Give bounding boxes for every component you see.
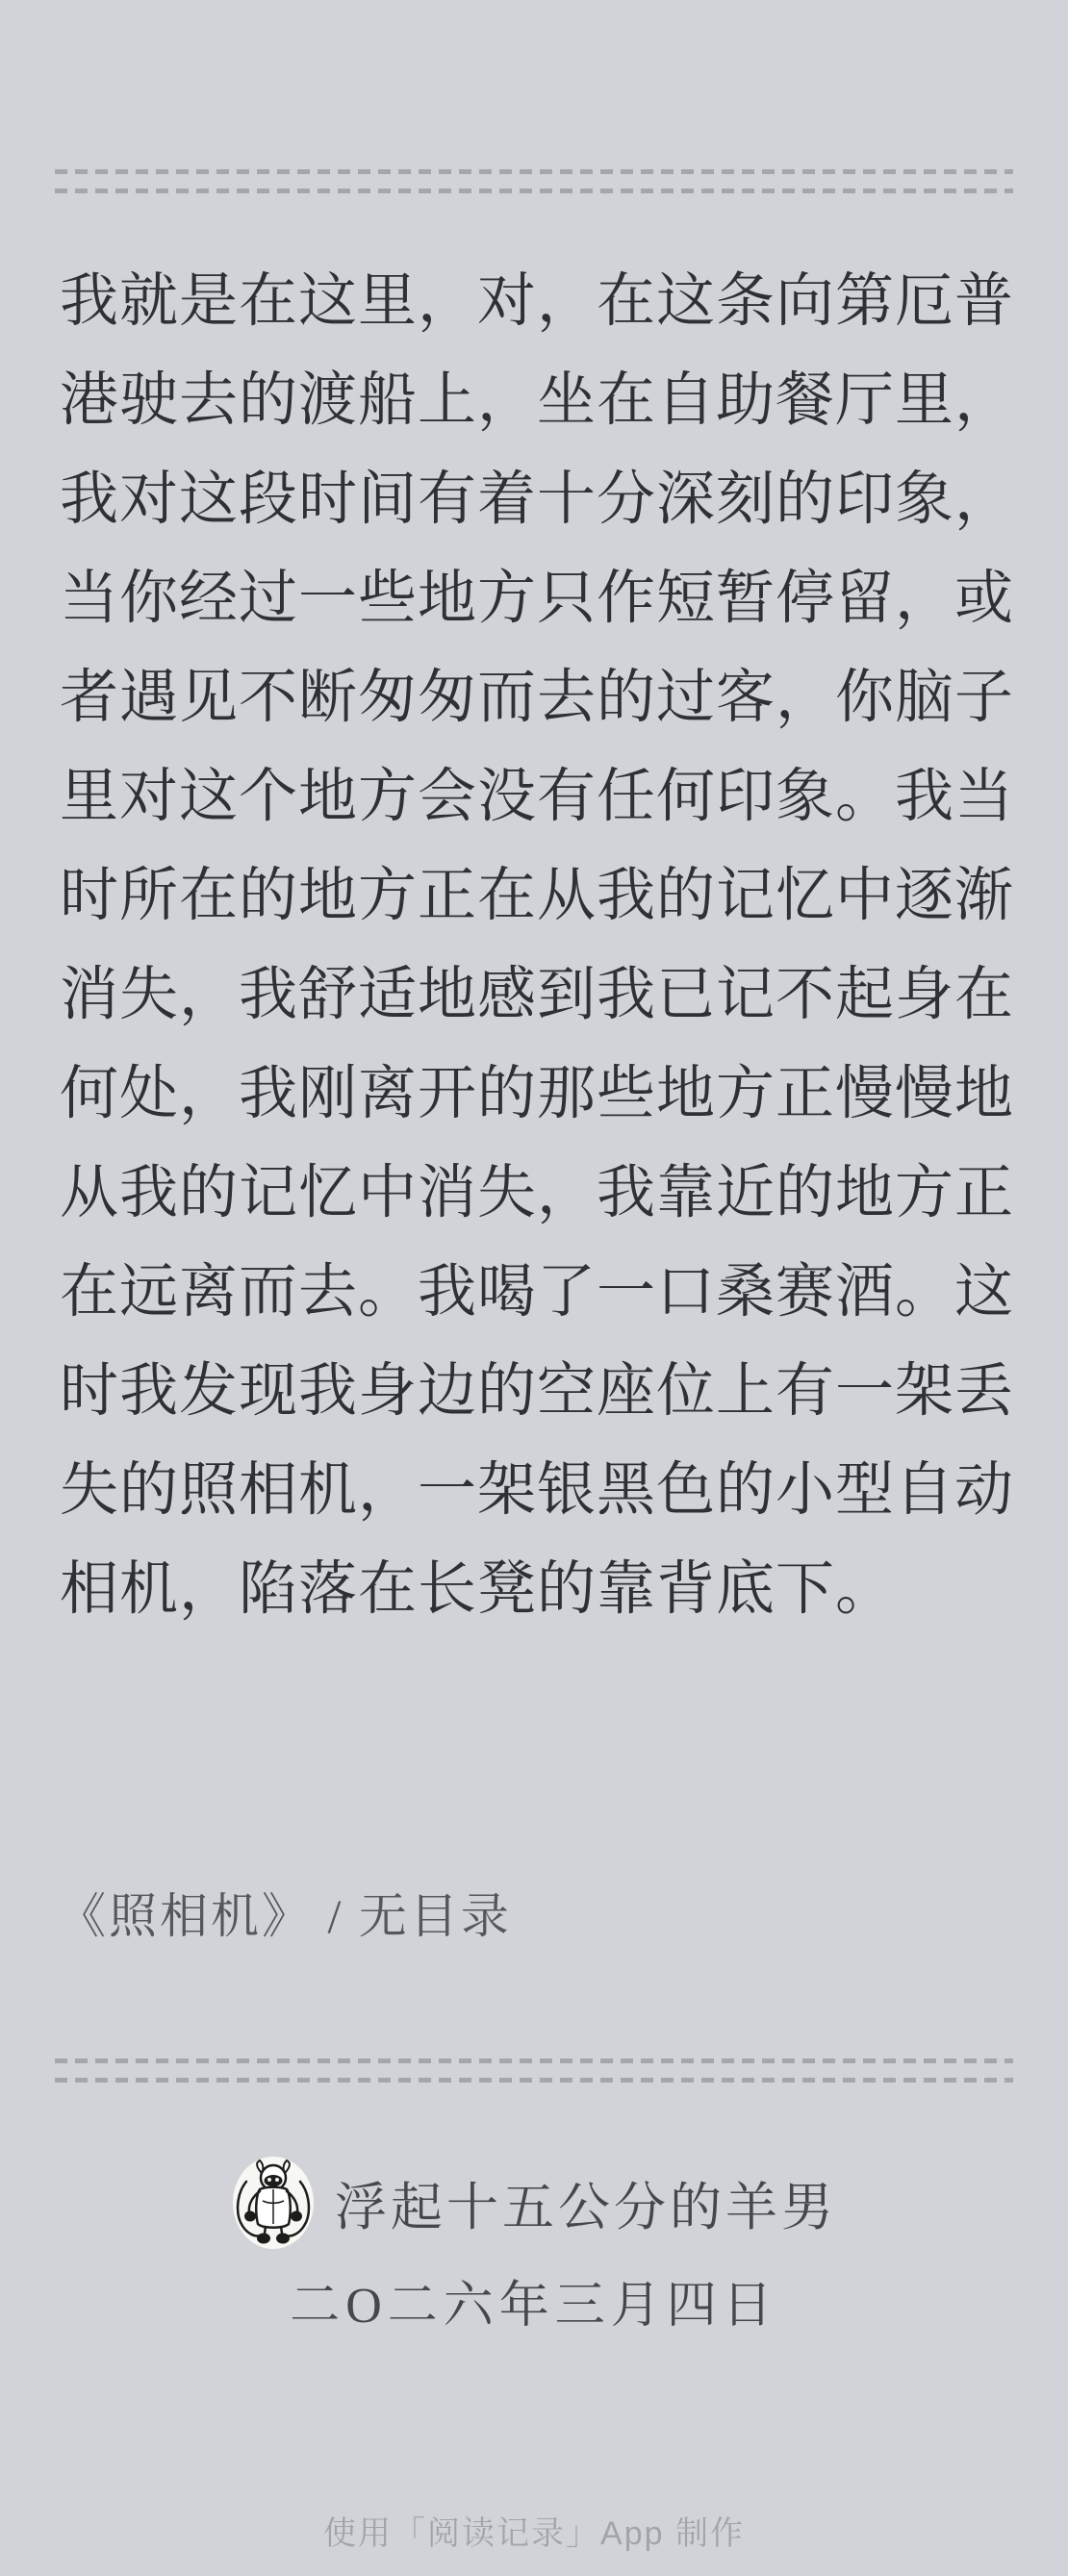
attribution-block bbox=[0, 2155, 1068, 2336]
quote-line: 时我发现我身边的空座位上有一架丢 bbox=[60, 1359, 1015, 1424]
record-date: 二O二六年三月四日 bbox=[290, 2279, 778, 2334]
quote-line: 者遇见不断匆匆而去的过客，你脑子 bbox=[60, 666, 1015, 730]
dash-line bbox=[55, 189, 1013, 193]
quote-line: 消失，我舒适地感到我已记不起身在 bbox=[60, 963, 1015, 1027]
quote-line: 当你经过一些地方只作短暂停留，或 bbox=[60, 567, 1015, 631]
app-credit: 使用「阅读记录」App 制作 bbox=[323, 2515, 745, 2552]
username: 浮起十五公分的羊男 bbox=[335, 2178, 837, 2236]
quote-line: 我就是在这里，对，在这条向第厄普 bbox=[60, 269, 1015, 334]
top-separator bbox=[55, 169, 1013, 193]
quote-line: 时所在的地方正在从我的记忆中逐渐 bbox=[60, 864, 1015, 928]
sheep-man-avatar-icon bbox=[231, 2155, 316, 2251]
dash-line bbox=[55, 2058, 1013, 2063]
bottom-separator bbox=[55, 2058, 1013, 2083]
dash-line bbox=[55, 2078, 1013, 2083]
quote-block bbox=[60, 252, 1015, 1639]
quote-line: 在远离而去。我喝了一口桑赛酒。这 bbox=[60, 1260, 1015, 1325]
book-source: 《照相机》 / 无目录 bbox=[58, 1889, 512, 1943]
quote-line: 失的照相机，一架银黑色的小型自动 bbox=[60, 1458, 1015, 1523]
dash-line bbox=[55, 169, 1013, 174]
quote-line: 何处，我刚离开的那些地方正慢慢地 bbox=[60, 1062, 1015, 1126]
quote-line: 从我的记忆中消失，我靠近的地方正 bbox=[60, 1161, 1015, 1225]
quote-line: 我对这段时间有着十分深刻的印象， bbox=[60, 467, 1015, 532]
quote-line: 港驶去的渡船上，坐在自助餐厅里， bbox=[60, 368, 1015, 433]
quote-line: 里对这个地方会没有任何印象。我当 bbox=[60, 765, 1015, 829]
quote-line: 相机，陷落在长凳的靠背底下。 bbox=[60, 1557, 896, 1622]
